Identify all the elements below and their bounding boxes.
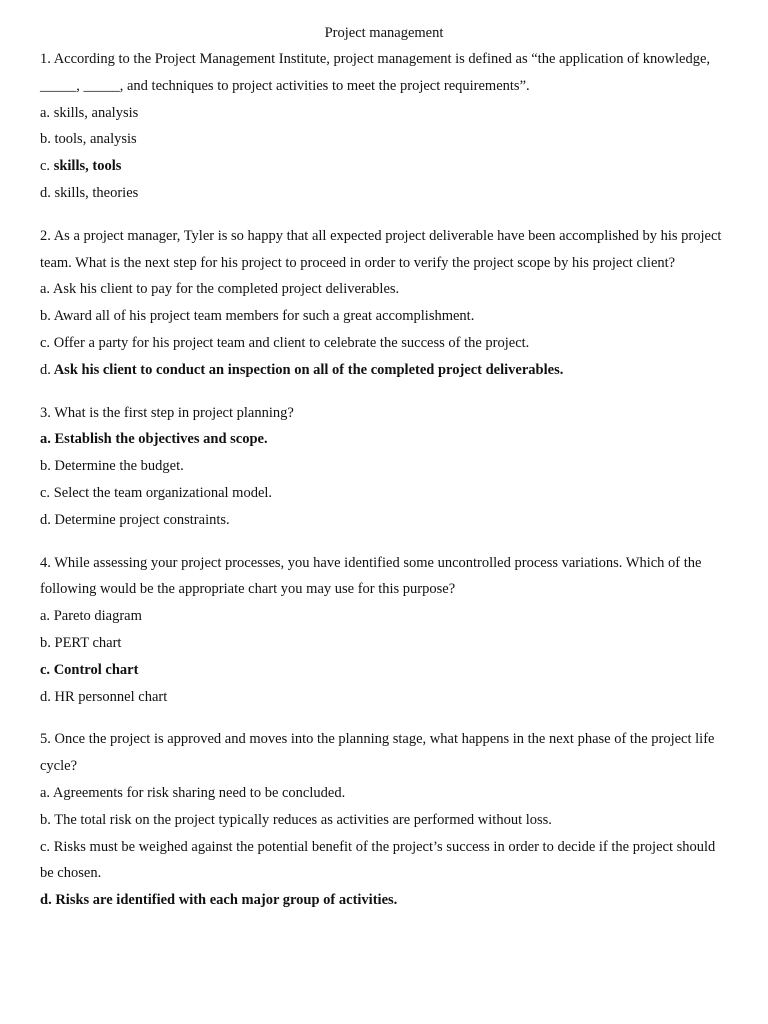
option-text: Ask his client to pay for the completed project deliverables. — [50, 281, 400, 298]
option-letter: b. — [40, 811, 51, 828]
option-letter: c. — [40, 334, 51, 351]
question-text: 4. While assessing your project processes, you have identified some uncontrolled process variations. Which of the following would be the appropriate chart you may use for this purpose? — [40, 554, 702, 598]
option-letter: d. — [40, 184, 51, 201]
option-b — [40, 807, 730, 834]
option-letter: d. — [40, 361, 51, 378]
option-text: Risks must be weighed against the potential benefit of the project’s success in order to decide if the project should be chosen. — [40, 838, 716, 882]
option-text: Offer a party for his project team and client to celebrate the success of the project. — [50, 334, 530, 351]
option-text: Control chart — [50, 661, 139, 678]
question-1 — [40, 46, 730, 207]
option-text: Agreements for risk sharing need to be concluded. — [50, 784, 346, 801]
option-letter: a. — [40, 104, 51, 121]
option-c-correct — [40, 153, 730, 180]
question-2 — [40, 223, 730, 384]
option-letter: b. — [40, 634, 51, 651]
option-letter: a. — [40, 608, 51, 625]
option-letter: d. — [40, 511, 51, 528]
option-a — [40, 100, 730, 127]
option-c-correct — [40, 657, 730, 684]
option-letter: a. — [40, 784, 51, 801]
question-text: 5. Once the project is approved and moves into the planning stage, what happens in the next phase of the project life cycle? — [40, 731, 715, 775]
option-text: Determine the budget. — [50, 458, 184, 475]
option-text: Award all of his project team members for such a great accomplishment. — [50, 308, 475, 325]
option-letter: b. — [40, 458, 51, 475]
option-text: HR personnel chart — [50, 688, 168, 705]
option-b — [40, 630, 730, 657]
option-text: Establish the objectives and scope. — [50, 431, 268, 448]
option-a — [40, 603, 730, 630]
option-d — [40, 507, 730, 534]
option-text: PERT chart — [50, 634, 122, 651]
option-text: Determine project constraints. — [50, 511, 230, 528]
option-letter: b. — [40, 308, 51, 325]
option-letter: d. — [40, 892, 52, 909]
question-3 — [40, 400, 730, 534]
option-letter: c. — [40, 158, 51, 175]
option-b — [40, 126, 730, 153]
option-text: Select the team organizational model. — [50, 484, 273, 501]
question-text: 2. As a project manager, Tyler is so happy that all expected project deliverable have been accomplished by his project team. What is the next step for his project to proceed in order to verify the project scope by his project client? — [40, 227, 722, 271]
option-c — [40, 480, 730, 507]
option-d-correct — [40, 357, 730, 384]
option-c — [40, 330, 730, 357]
option-letter: a. — [40, 431, 51, 448]
option-a-correct — [40, 426, 730, 453]
option-letter: d. — [40, 688, 51, 705]
question-5 — [40, 726, 730, 914]
option-letter: a. — [40, 281, 51, 298]
option-d-correct — [40, 887, 730, 914]
option-text: skills, theories — [50, 184, 139, 201]
option-text: Pareto diagram — [50, 608, 142, 625]
option-letter: c. — [40, 661, 51, 678]
option-c — [40, 834, 730, 888]
option-text: skills, tools — [50, 158, 122, 175]
option-d — [40, 180, 730, 207]
option-letter: c. — [40, 484, 51, 501]
option-b — [40, 303, 730, 330]
option-d — [40, 684, 730, 711]
question-text: 3. What is the first step in project planning? — [40, 404, 294, 421]
option-text: The total risk on the project typically reduces as activities are performed without loss. — [50, 811, 552, 828]
option-b — [40, 453, 730, 480]
option-text: Ask his client to conduct an inspection on all of the completed project deliverables. — [50, 361, 564, 378]
question-list — [40, 46, 730, 930]
question-4 — [40, 550, 730, 711]
option-text: tools, analysis — [50, 131, 137, 148]
option-text: skills, analysis — [50, 104, 139, 121]
option-letter: b. — [40, 131, 51, 148]
option-a — [40, 780, 730, 807]
option-letter: c. — [40, 838, 51, 855]
question-text: 1. According to the Project Management Institute, project management is defined as “the application of knowledge, _____, _____, and techniques to project activities to meet the project requirements”. — [40, 51, 711, 94]
option-a — [40, 276, 730, 303]
page-title: Project management — [324, 25, 444, 41]
option-text: Risks are identified with each major group of activities. — [51, 892, 398, 909]
